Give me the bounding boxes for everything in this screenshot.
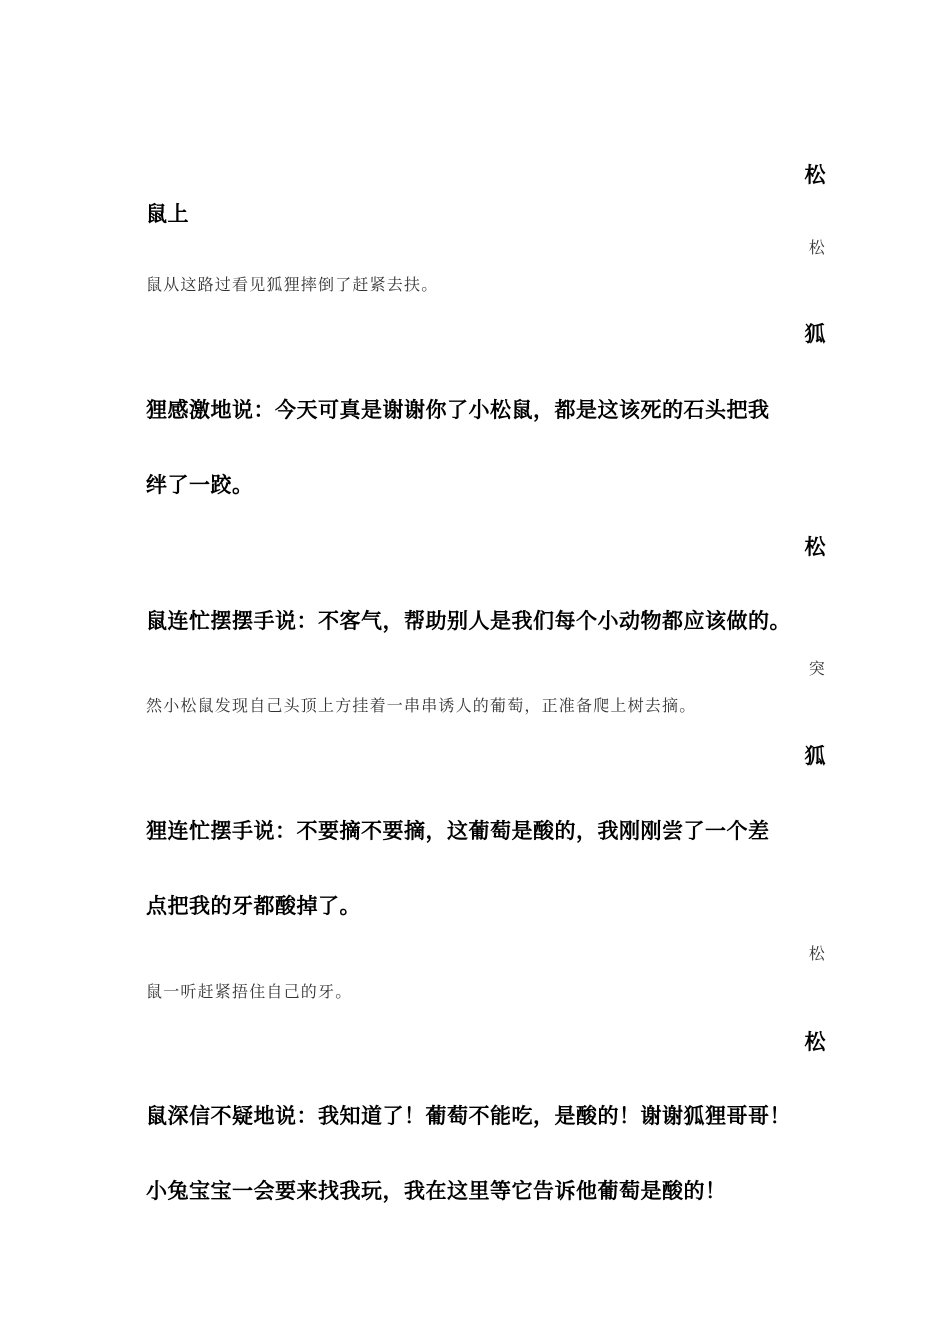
paragraph-line: 绊了一跤。 — [146, 472, 254, 497]
paragraph-line: 鼠连忙摆摆手说：不客气，帮助别人是我们每个小动物都应该做的。 — [146, 608, 791, 633]
paragraph-line: 点把我的牙都酸掉了。 — [146, 893, 361, 918]
paragraph-marker: 松 — [804, 1029, 826, 1054]
paragraph-line: 小兔宝宝一会要来找我玩，我在这里等它告诉他葡萄是酸的！ — [146, 1178, 727, 1203]
paragraph-line: 鼠一听赶紧捂住自己的牙。 — [146, 982, 353, 1001]
paragraph-marker: 狐 — [804, 321, 826, 346]
paragraph-line: 狸感激地说：今天可真是谢谢你了小松鼠，都是这该死的石头把我 — [146, 397, 770, 422]
paragraph-line: 鼠上 — [146, 201, 189, 226]
paragraph-marker: 松 — [804, 534, 826, 559]
paragraph-marker: 松 — [808, 238, 826, 257]
paragraph-marker: 松 — [808, 944, 826, 963]
paragraph-line: 狸连忙摆手说：不要摘不要摘，这葡萄是酸的，我刚刚尝了一个差 — [146, 818, 770, 843]
paragraph-line: 鼠从这路过看见狐狸摔倒了赶紧去扶。 — [146, 275, 439, 294]
paragraph-line: 鼠深信不疑地说：我知道了！葡萄不能吃，是酸的！谢谢狐狸哥哥！ — [146, 1103, 791, 1128]
paragraph-marker: 狐 — [804, 743, 826, 768]
paragraph-line: 然小松鼠发现自己头顶上方挂着一串串诱人的葡萄，正准备爬上树去摘。 — [146, 696, 697, 715]
paragraph-marker: 松 — [804, 162, 826, 187]
paragraph-marker: 突 — [808, 659, 826, 678]
